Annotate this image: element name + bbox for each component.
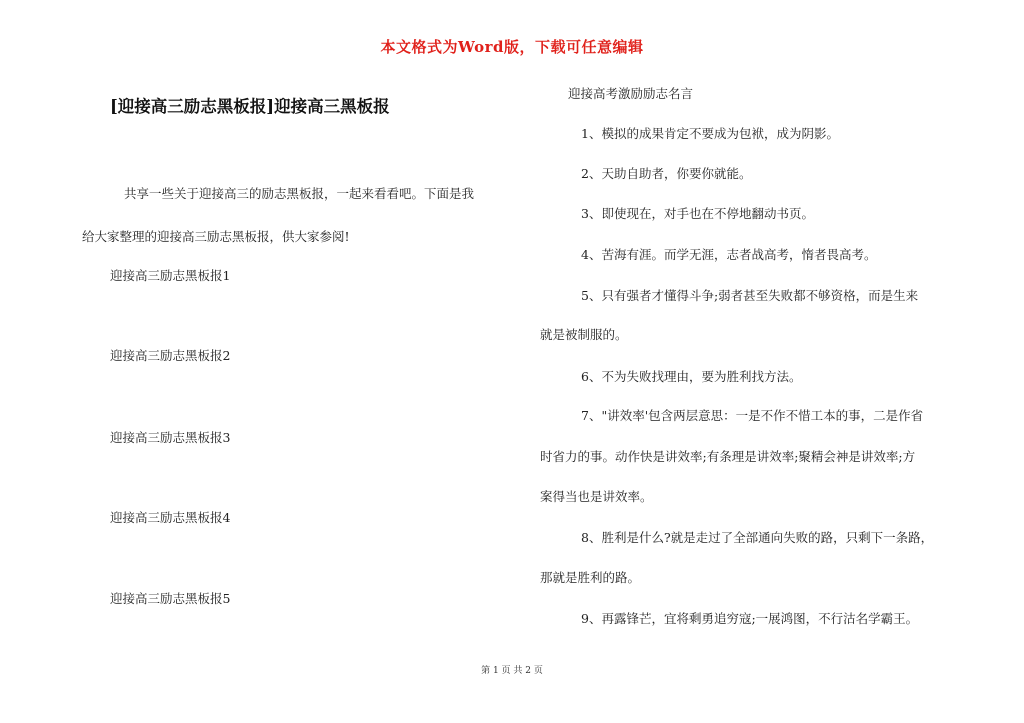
quote-line: 9、再露锋芒，宜将剩勇追穷寇;一展鸿图，不行沽名学霸王。 — [581, 611, 919, 626]
quote-line: 7、"讲效率'包含两层意思：一是不作不惜工本的事，二是作省 — [581, 408, 924, 423]
quote-line: 那就是胜利的路。 — [540, 570, 641, 585]
quote-line: 8、胜利是什么?就是走过了全部通向失败的路，只剩下一条路， — [581, 530, 934, 545]
quote-line: 时省力的事。动作快是讲效率;有条理是讲效率;聚精会神是讲效率;方 — [540, 449, 916, 464]
quote-line: 4、苦海有涯。而学无涯，志者战高考，惰者畏高考。 — [581, 247, 877, 262]
quote-line: 1、模拟的成果肯定不要成为包袱，成为阴影。 — [581, 126, 839, 141]
quote-line: 6、不为失败找理由，要为胜利找方法。 — [581, 369, 802, 384]
list-item: 迎接高三励志黑板报1 — [110, 268, 231, 283]
list-item: 迎接高三励志黑板报5 — [110, 591, 231, 606]
list-item: 迎接高三励志黑板报3 — [110, 430, 231, 445]
intro-paragraph-line-1: 共享一些关于迎接高三的励志黑板报，一起来看看吧。下面是我 — [124, 186, 475, 201]
quote-line: 案得当也是讲效率。 — [540, 489, 653, 504]
quote-line: 2、天助自助者，你要你就能。 — [581, 166, 752, 181]
intro-paragraph-line-2: 给大家整理的迎接高三励志黑板报，供大家参阅! — [82, 229, 350, 244]
document-title: [迎接高三励志黑板报]迎接高三黑板报 — [110, 97, 390, 116]
right-column-heading: 迎接高考激励励志名言 — [568, 86, 694, 101]
page-number: 第 1 页 共 2 页 — [481, 666, 543, 676]
list-item: 迎接高三励志黑板报4 — [110, 510, 231, 525]
list-item: 迎接高三励志黑板报2 — [110, 348, 231, 363]
quote-line: 5、只有强者才懂得斗争;弱者甚至失败都不够资格，而是生来 — [581, 288, 919, 303]
format-banner: 本文格式为Word版，下载可任意编辑 — [380, 38, 644, 56]
quote-line: 就是被制服的。 — [540, 327, 628, 342]
quote-line: 3、即使现在，对手也在不停地翻动书页。 — [581, 206, 814, 221]
